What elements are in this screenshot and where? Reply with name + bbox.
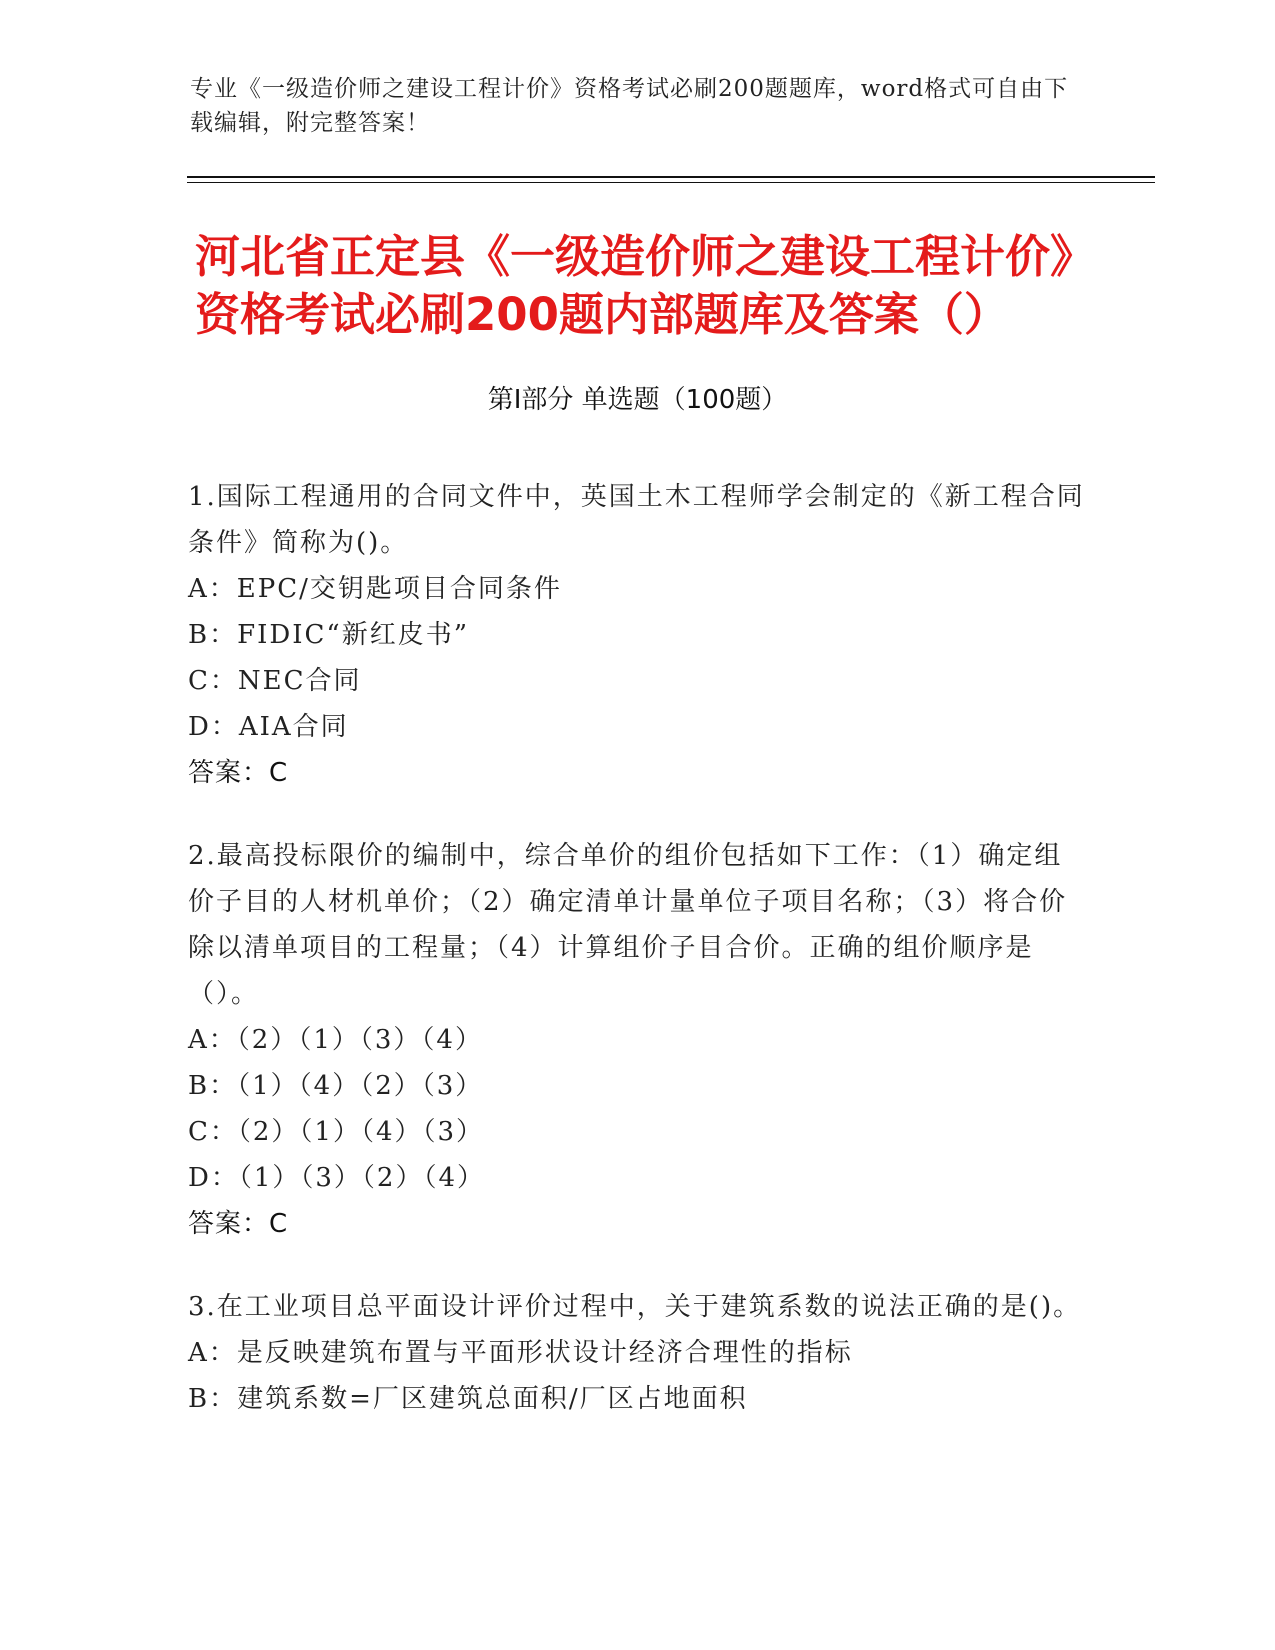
section-heading: 第Ⅰ部分 单选题（100题） [487, 385, 788, 415]
option-b: B：（1）（4）（2）（3） [188, 1071, 484, 1101]
question-2 [188, 833, 1088, 1247]
option-d: D：（1）（3）（2）（4） [188, 1163, 486, 1193]
question-1 [188, 474, 1088, 796]
question-stem: 2.最高投标限价的编制中，综合单价的组价包括如下工作：（1）确定组价子目的人材机单价；（2）确定清单计量单位子项目名称；（3）将合价除以清单项目的工程量；（4）计算组价子目合价。正确的组价顺序是（）。 [188, 841, 1068, 1009]
option-a: A：EPC/交钥匙项目合同条件 [188, 574, 562, 604]
option-a: A：（2）（1）（3）（4） [188, 1025, 483, 1055]
option-c: C：（2）（1）（4）（3） [188, 1117, 485, 1147]
question-list [188, 474, 1088, 1459]
question-3 [188, 1284, 1088, 1422]
document-title: 河北省正定县《一级造价师之建设工程计价》资格考试必刷200题内部题库及答案（） [195, 230, 1096, 341]
option-b: B：建筑系数=厂区建筑总面积/厂区占地面积 [188, 1384, 748, 1414]
option-a: A：是反映建筑布置与平面形状设计经济合理性的指标 [188, 1338, 853, 1368]
document-header: 专业《一级造价师之建设工程计价》资格考试必刷200题题库，word格式可自由下载编辑，附完整答案！ [190, 76, 1069, 136]
header-divider-thick [187, 176, 1155, 178]
question-stem: 3.在工业项目总平面设计评价过程中，关于建筑系数的说法正确的是()。 [188, 1292, 1082, 1322]
question-stem: 1.国际工程通用的合同文件中，英国土木工程师学会制定的《新工程合同条件》简称为()。 [188, 482, 1085, 558]
answer-line: 答案：C [188, 1209, 289, 1239]
option-d: D：AIA合同 [188, 712, 349, 742]
answer-line: 答案：C [188, 758, 289, 788]
option-c: C：NEC合同 [188, 666, 362, 696]
option-b: B：FIDIC“新红皮书” [188, 620, 470, 650]
header-divider-thin [187, 182, 1155, 183]
